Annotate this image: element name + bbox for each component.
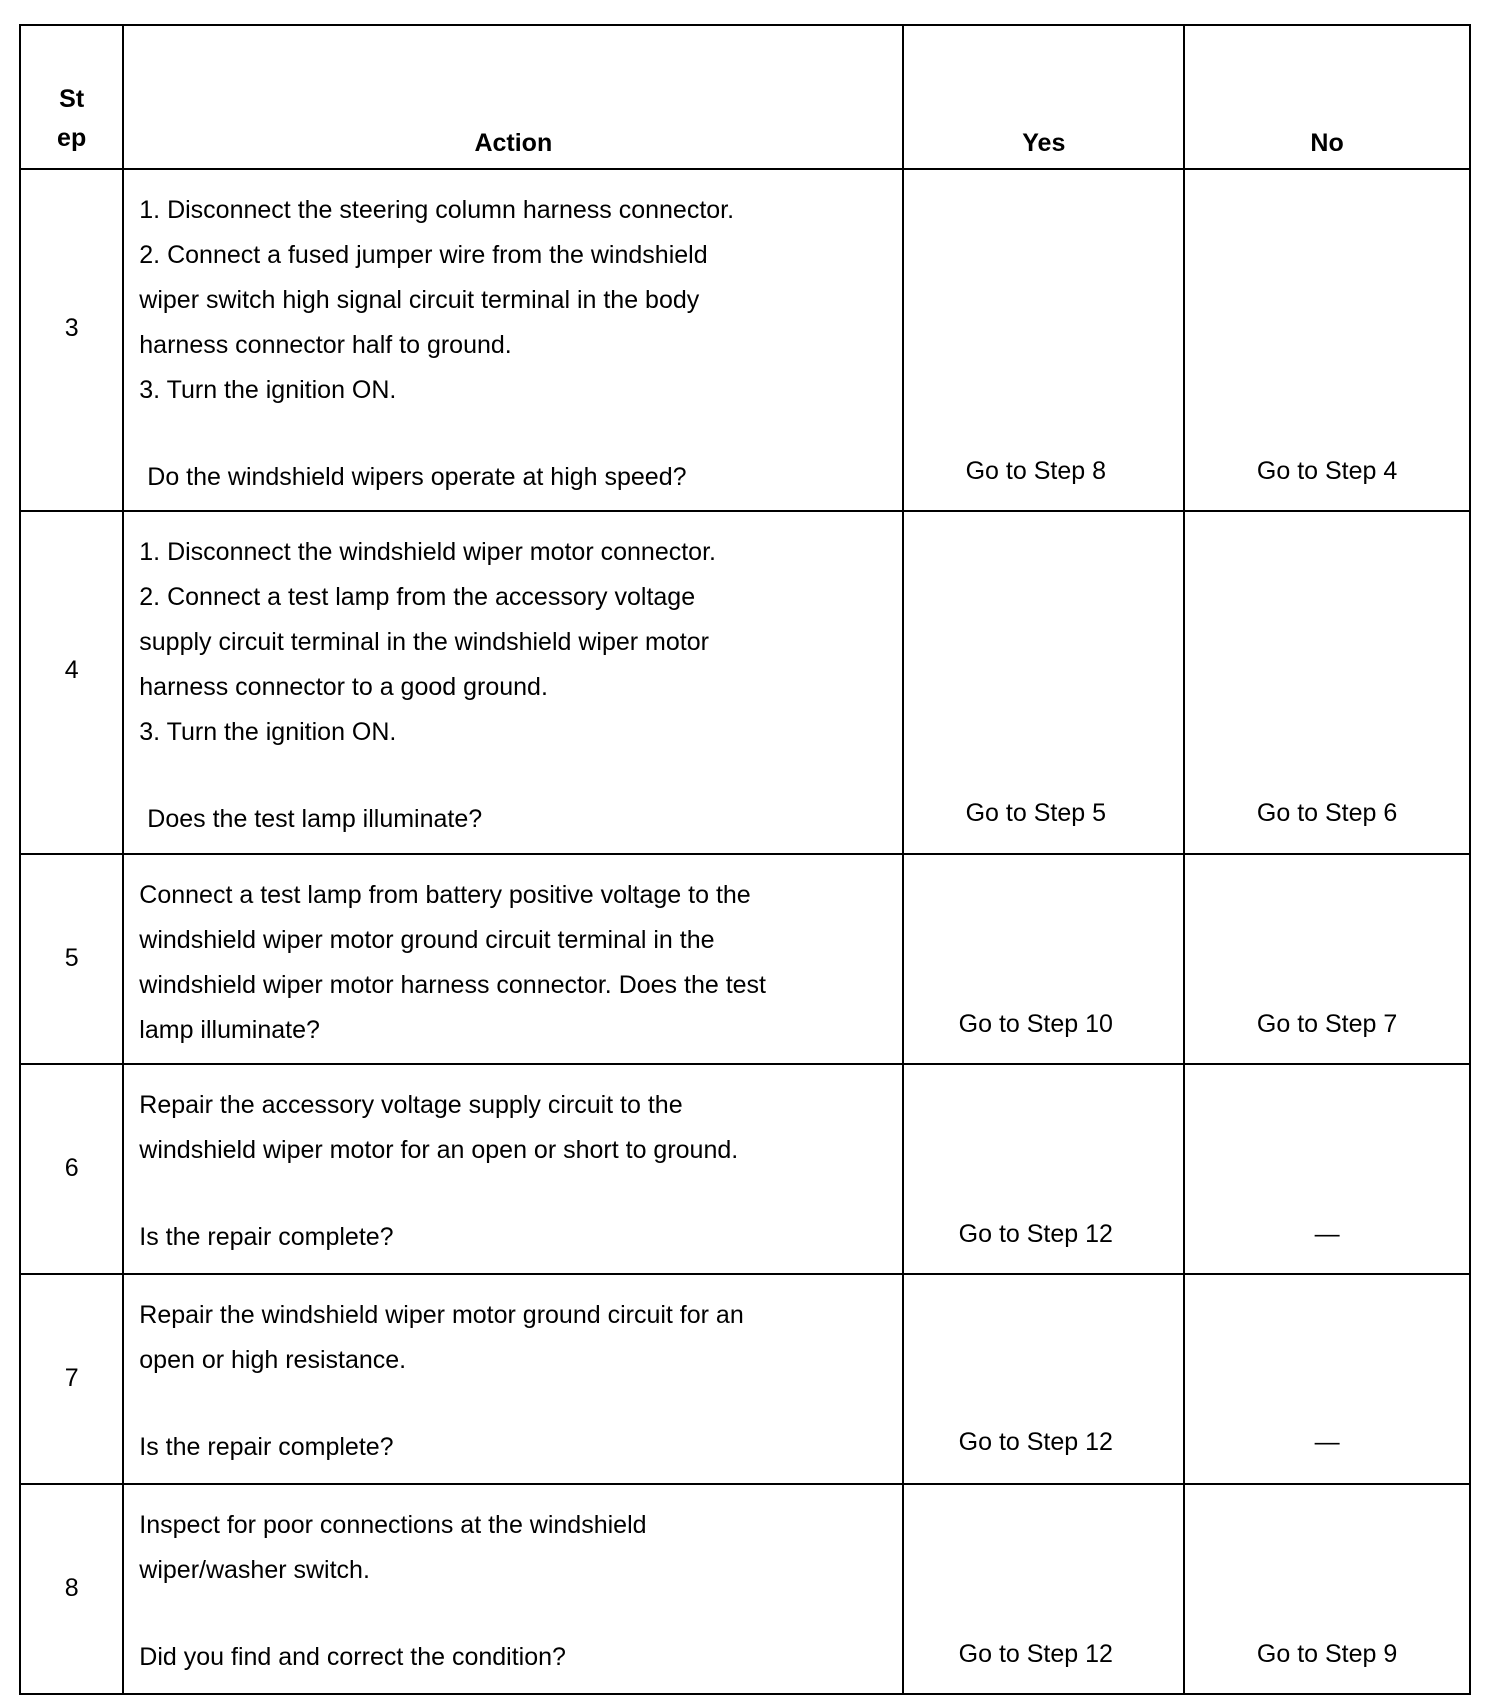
step-number: 8 — [64, 1574, 79, 1602]
action-line: windshield wiper motor for an open or short to ground. — [139, 1136, 739, 1164]
action-cell — [123, 854, 903, 1064]
yes-result: Go to Step 5 — [965, 799, 1106, 827]
action-cell — [123, 1274, 903, 1484]
step-cell — [20, 1064, 123, 1274]
yes-cell — [903, 1064, 1184, 1274]
no-cell — [1184, 1064, 1470, 1274]
action-line: Connect a test lamp from battery positive voltage to the — [139, 881, 751, 909]
no-cell — [1184, 511, 1470, 854]
no-result: Go to Step 9 — [1256, 1640, 1398, 1668]
step-number: 4 — [64, 656, 79, 684]
action-line: harness connector to a good ground. — [139, 673, 548, 701]
action-line: 1. Disconnect the steering column harness connector. — [139, 196, 735, 224]
no-result: — — [1314, 1220, 1340, 1248]
step-number: 7 — [64, 1364, 79, 1392]
step-cell — [20, 1484, 123, 1694]
action-line: 1. Disconnect the windshield wiper motor connector. — [139, 538, 716, 566]
action-line: wiper switch high signal circuit terminal in the body — [139, 286, 700, 314]
header-row — [20, 25, 1470, 169]
no-result: — — [1314, 1428, 1340, 1456]
step-number: 5 — [64, 944, 79, 972]
action-question: Does the test lamp illuminate? — [147, 805, 483, 833]
action-line: Repair the windshield wiper motor ground circuit for an — [139, 1301, 744, 1329]
diagnostic-table — [19, 24, 1471, 1695]
action-line: 2. Connect a test lamp from the accessory voltage — [139, 583, 696, 611]
action-line: 2. Connect a fused jumper wire from the windshield — [139, 241, 708, 269]
action-line: 3. Turn the ignition ON. — [139, 376, 397, 404]
action-question: Is the repair complete? — [139, 1433, 394, 1461]
step-number: 6 — [64, 1154, 79, 1182]
action-cell — [123, 169, 903, 511]
yes-cell — [903, 169, 1184, 511]
no-result: Go to Step 6 — [1256, 799, 1398, 827]
header-yes-label: Yes — [1022, 129, 1066, 157]
yes-result: Go to Step 10 — [958, 1010, 1113, 1038]
table-row — [20, 169, 1470, 511]
no-cell — [1184, 854, 1470, 1064]
step-cell — [20, 511, 123, 854]
action-question: Do the windshield wipers operate at high speed? — [147, 463, 687, 491]
header-yes — [903, 25, 1184, 169]
action-question: Is the repair complete? — [139, 1223, 394, 1251]
yes-cell — [903, 854, 1184, 1064]
action-line: Repair the accessory voltage supply circuit to the — [139, 1091, 683, 1119]
action-question: Did you find and correct the condition? — [139, 1643, 566, 1671]
header-action — [123, 25, 903, 169]
header-action-label: Action — [474, 129, 553, 157]
table-row — [20, 1064, 1470, 1274]
action-cell — [123, 511, 903, 854]
yes-cell — [903, 1484, 1184, 1694]
action-line: 3. Turn the ignition ON. — [139, 718, 397, 746]
step-cell — [20, 854, 123, 1064]
action-line: windshield wiper motor ground circuit terminal in the — [139, 926, 715, 954]
no-cell — [1184, 169, 1470, 511]
table-row — [20, 1484, 1470, 1694]
step-cell — [20, 1274, 123, 1484]
action-cell — [123, 1484, 903, 1694]
action-line: wiper/washer switch. — [139, 1556, 370, 1584]
action-line: supply circuit terminal in the windshield wiper motor — [139, 628, 709, 656]
header-no — [1184, 25, 1470, 169]
yes-cell — [903, 1274, 1184, 1484]
yes-result: Go to Step 12 — [958, 1640, 1113, 1668]
header-step-line2: ep — [57, 124, 87, 152]
step-cell — [20, 169, 123, 511]
yes-result: Go to Step 8 — [965, 457, 1106, 485]
header-step — [20, 25, 123, 169]
action-line: open or high resistance. — [139, 1346, 407, 1374]
table-row — [20, 511, 1470, 854]
yes-result: Go to Step 12 — [958, 1428, 1113, 1456]
action-line: windshield wiper motor harness connector. Does the test — [139, 971, 766, 999]
no-result: Go to Step 7 — [1256, 1010, 1398, 1038]
header-step-line1: St — [59, 85, 85, 113]
no-cell — [1184, 1484, 1470, 1694]
action-line: harness connector half to ground. — [139, 331, 512, 359]
yes-cell — [903, 511, 1184, 854]
action-cell — [123, 1064, 903, 1274]
action-line: Inspect for poor connections at the windshield — [139, 1511, 647, 1539]
action-line: lamp illuminate? — [139, 1016, 320, 1044]
no-cell — [1184, 1274, 1470, 1484]
step-number: 3 — [64, 314, 79, 342]
no-result: Go to Step 4 — [1256, 457, 1398, 485]
table-row — [20, 1274, 1470, 1484]
header-no-label: No — [1310, 129, 1344, 157]
table-row — [20, 854, 1470, 1064]
yes-result: Go to Step 12 — [958, 1220, 1113, 1248]
